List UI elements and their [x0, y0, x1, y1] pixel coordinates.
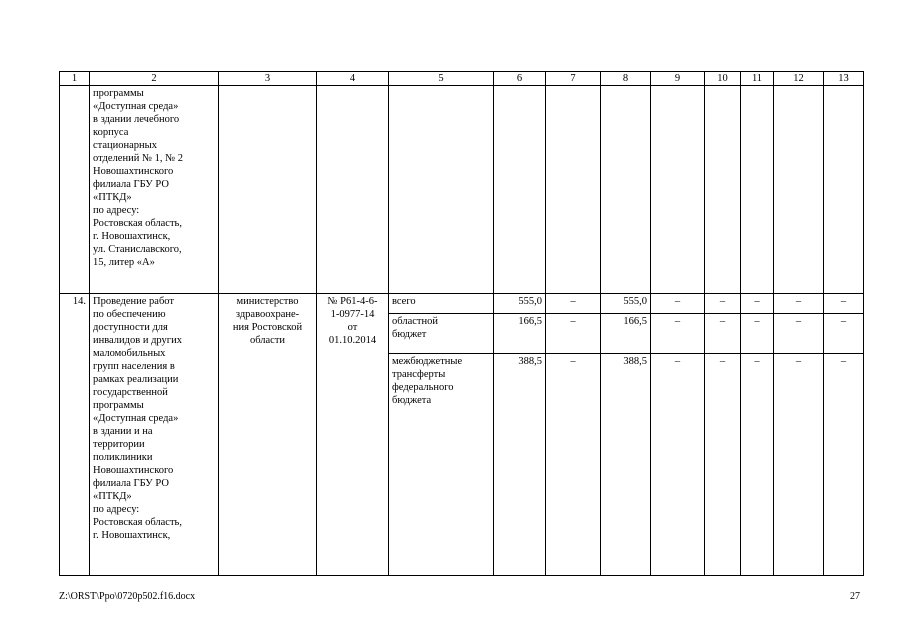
- header-cell: 4: [317, 72, 389, 86]
- value-cell: –: [651, 354, 705, 576]
- value-cell: 555,0: [601, 294, 651, 314]
- empty-cell: [317, 86, 389, 294]
- header-cell: 5: [389, 72, 494, 86]
- empty-cell: [60, 86, 90, 294]
- value-cell: 166,5: [494, 314, 546, 354]
- value-cell: –: [705, 314, 741, 354]
- value-cell: –: [651, 314, 705, 354]
- funding-source: межбюджетные трансферты федерального бюджета: [389, 354, 494, 576]
- table-row-14-total: [60, 294, 864, 314]
- header-cell: 6: [494, 72, 546, 86]
- value-cell: –: [705, 354, 741, 576]
- header-cell: 11: [741, 72, 774, 86]
- empty-cell: [219, 86, 317, 294]
- value-cell: –: [774, 314, 824, 354]
- header-cell: 12: [774, 72, 824, 86]
- activity-name: Проведение работ по обеспечению доступности для инвалидов и других маломобильных групп населения в рамках реализации государственной программы «Доступная среда» в здании и на территории поликлиники Новошахтинского филиала ГБУ РО «ПТКД» по адресу: Ростовская область, г. Новошахтинск,: [90, 294, 219, 576]
- value-cell: 388,5: [494, 354, 546, 576]
- page-number: 27: [850, 591, 860, 602]
- empty-cell: [774, 86, 824, 294]
- value-cell: –: [741, 294, 774, 314]
- funding-source: всего: [389, 294, 494, 314]
- empty-cell: [651, 86, 705, 294]
- header-cell: 1: [60, 72, 90, 86]
- value-cell: –: [651, 294, 705, 314]
- empty-cell: [741, 86, 774, 294]
- value-cell: –: [546, 294, 601, 314]
- header-cell: 13: [824, 72, 864, 86]
- empty-cell: [824, 86, 864, 294]
- document-reference: № Р61-4-6- 1-0977-14 от 01.10.2014: [317, 294, 389, 576]
- empty-cell: [705, 86, 741, 294]
- header-cell: 3: [219, 72, 317, 86]
- file-path: Z:\ORST\Ppo\0720p502.f16.docx: [59, 591, 196, 602]
- value-cell: –: [705, 294, 741, 314]
- funding-source: областной бюджет: [389, 314, 494, 354]
- row-number: 14.: [60, 294, 90, 576]
- header-cell: 2: [90, 72, 219, 86]
- program-table: [59, 71, 864, 576]
- header-cell: 10: [705, 72, 741, 86]
- value-cell: –: [774, 294, 824, 314]
- table-row-continuation: [60, 86, 864, 294]
- value-cell: –: [824, 314, 864, 354]
- value-cell: 388,5: [601, 354, 651, 576]
- value-cell: –: [824, 354, 864, 576]
- value-cell: –: [546, 354, 601, 576]
- value-cell: –: [741, 314, 774, 354]
- empty-cell: [494, 86, 546, 294]
- value-cell: –: [824, 294, 864, 314]
- value-cell: –: [774, 354, 824, 576]
- value-cell: 555,0: [494, 294, 546, 314]
- value-cell: –: [741, 354, 774, 576]
- activity-name-continued: программы «Доступная среда» в здании лечебного корпуса стационарных отделений № 1, № 2 Новошахтинского филиала ГБУ РО «ПТКД» по адресу: Ростовская область, г. Новошахтинск, ул. Станиславского, 15, литер «А»: [90, 86, 219, 294]
- empty-cell: [389, 86, 494, 294]
- executor: министерство здравоохране- ния Ростовской области: [219, 294, 317, 576]
- empty-cell: [546, 86, 601, 294]
- column-number-row: [60, 72, 864, 86]
- empty-cell: [601, 86, 651, 294]
- header-cell: 8: [601, 72, 651, 86]
- header-cell: 7: [546, 72, 601, 86]
- header-cell: 9: [651, 72, 705, 86]
- value-cell: –: [546, 314, 601, 354]
- value-cell: 166,5: [601, 314, 651, 354]
